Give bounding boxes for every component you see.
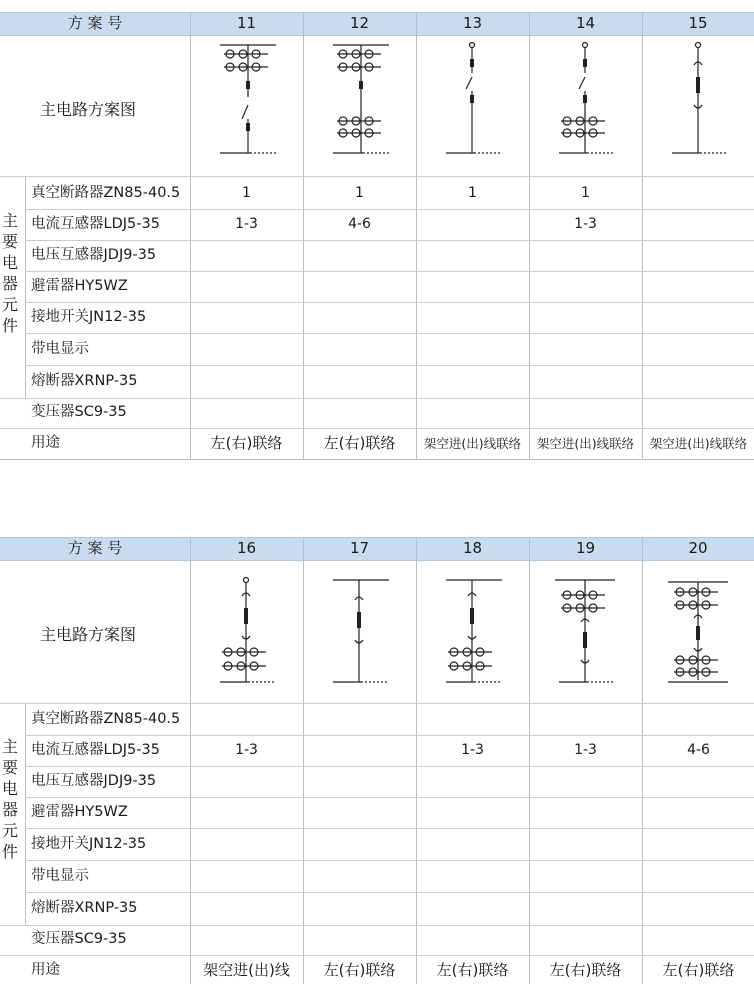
breaker-qty <box>416 704 529 735</box>
component-label: 带电显示 <box>31 341 89 357</box>
scheme-number: 17 <box>349 539 370 557</box>
ct-qty <box>642 209 754 240</box>
component-label: 接地开关JN12-35 <box>31 836 147 852</box>
group-label-char: 元 <box>1 295 18 314</box>
scheme-number: 20 <box>688 539 708 557</box>
diagram-row-label: 主电路方案图 <box>40 625 137 644</box>
group-label-char: 器 <box>1 800 18 819</box>
usage-value: 左(右)联络 <box>436 961 509 979</box>
ct-qty <box>416 209 529 240</box>
breaker-qty: 1 <box>242 185 251 201</box>
group-label-char: 要 <box>1 758 18 777</box>
scheme-number: 12 <box>349 14 370 32</box>
scheme-number: 13 <box>462 14 483 32</box>
breaker-qty <box>190 704 303 735</box>
component-label: 电压互感器JDJ9-35 <box>31 773 157 789</box>
usage-value: 架空进(出)线联络 <box>536 436 635 451</box>
usage-value: 架空进(出)线 <box>203 961 290 979</box>
usage-value: 架空进(出)线联络 <box>649 436 748 451</box>
group-label-char: 电 <box>1 779 18 798</box>
component-label: 熔断器XRNP-35 <box>31 373 138 389</box>
scheme-number: 14 <box>575 14 596 32</box>
circuit-diagram-20 <box>642 560 754 700</box>
breaker-qty: 1 <box>581 185 590 201</box>
circuit-diagram-14 <box>529 35 642 175</box>
component-label: 避雷器HY5WZ <box>31 804 128 820</box>
breaker-qty: 1 <box>355 185 364 201</box>
circuit-diagram-13 <box>416 35 529 175</box>
usage-value: 左(右)联络 <box>210 434 283 452</box>
group-label-char: 主 <box>1 211 18 230</box>
breaker-qty <box>642 704 754 735</box>
ct-qty: 4-6 <box>687 742 710 758</box>
group-label-char: 电 <box>1 253 18 272</box>
header-scheme-label: 方 案 号 <box>67 14 123 32</box>
breaker-qty <box>642 178 754 209</box>
group-label-char: 元 <box>1 821 18 840</box>
ct-qty: 1-3 <box>574 742 597 758</box>
group-label-char: 要 <box>1 232 18 251</box>
usage-value: 左(右)联络 <box>323 434 396 452</box>
component-label: 真空断路器ZN85-40.5 <box>31 185 181 201</box>
scheme-number: 16 <box>236 539 257 557</box>
component-label: 电压互感器JDJ9-35 <box>31 247 157 263</box>
usage-value: 左(右)联络 <box>549 961 622 979</box>
breaker-qty <box>303 704 416 735</box>
circuit-diagram-19 <box>529 560 642 700</box>
circuit-diagram-18 <box>416 560 529 700</box>
circuit-diagram-12 <box>303 35 416 175</box>
diagram-row-label: 主电路方案图 <box>40 100 137 119</box>
group-label-char: 件 <box>1 316 18 335</box>
transformer-label: 变压器SC9-35 <box>31 931 127 947</box>
component-label: 接地开关JN12-35 <box>31 309 147 325</box>
scheme-number: 18 <box>462 539 483 557</box>
usage-value: 左(右)联络 <box>662 961 735 979</box>
group-label-char: 主 <box>1 737 18 756</box>
transformer-label: 变压器SC9-35 <box>31 404 127 420</box>
component-label: 避雷器HY5WZ <box>31 278 128 294</box>
scheme-number: 11 <box>236 14 257 32</box>
group-label-char: 器 <box>1 274 18 293</box>
ct-qty: 1-3 <box>235 742 258 758</box>
scheme-number: 19 <box>575 539 596 557</box>
ct-qty <box>303 735 416 766</box>
usage-value: 架空进(出)线联络 <box>423 436 522 451</box>
usage-value: 左(右)联络 <box>323 961 396 979</box>
component-label: 真空断路器ZN85-40.5 <box>31 711 181 727</box>
scheme-number: 15 <box>688 14 708 32</box>
circuit-diagram-17 <box>303 560 416 700</box>
usage-label: 用途 <box>31 435 60 451</box>
component-label: 电流互感器LDJ5-35 <box>31 216 160 232</box>
breaker-qty: 1 <box>468 185 477 201</box>
circuit-diagram-11 <box>190 35 303 175</box>
component-label: 熔断器XRNP-35 <box>31 900 138 916</box>
header-scheme-label: 方 案 号 <box>67 539 123 557</box>
ct-qty: 1-3 <box>574 216 597 232</box>
ct-qty: 1-3 <box>235 216 258 232</box>
ct-qty: 1-3 <box>461 742 484 758</box>
component-label: 电流互感器LDJ5-35 <box>31 742 160 758</box>
group-label-char: 件 <box>1 842 18 861</box>
breaker-qty <box>529 704 642 735</box>
circuit-diagram-16 <box>190 560 303 700</box>
circuit-diagram-15 <box>642 35 754 175</box>
usage-label: 用途 <box>31 962 60 978</box>
component-label: 带电显示 <box>31 868 89 884</box>
ct-qty: 4-6 <box>348 216 371 232</box>
